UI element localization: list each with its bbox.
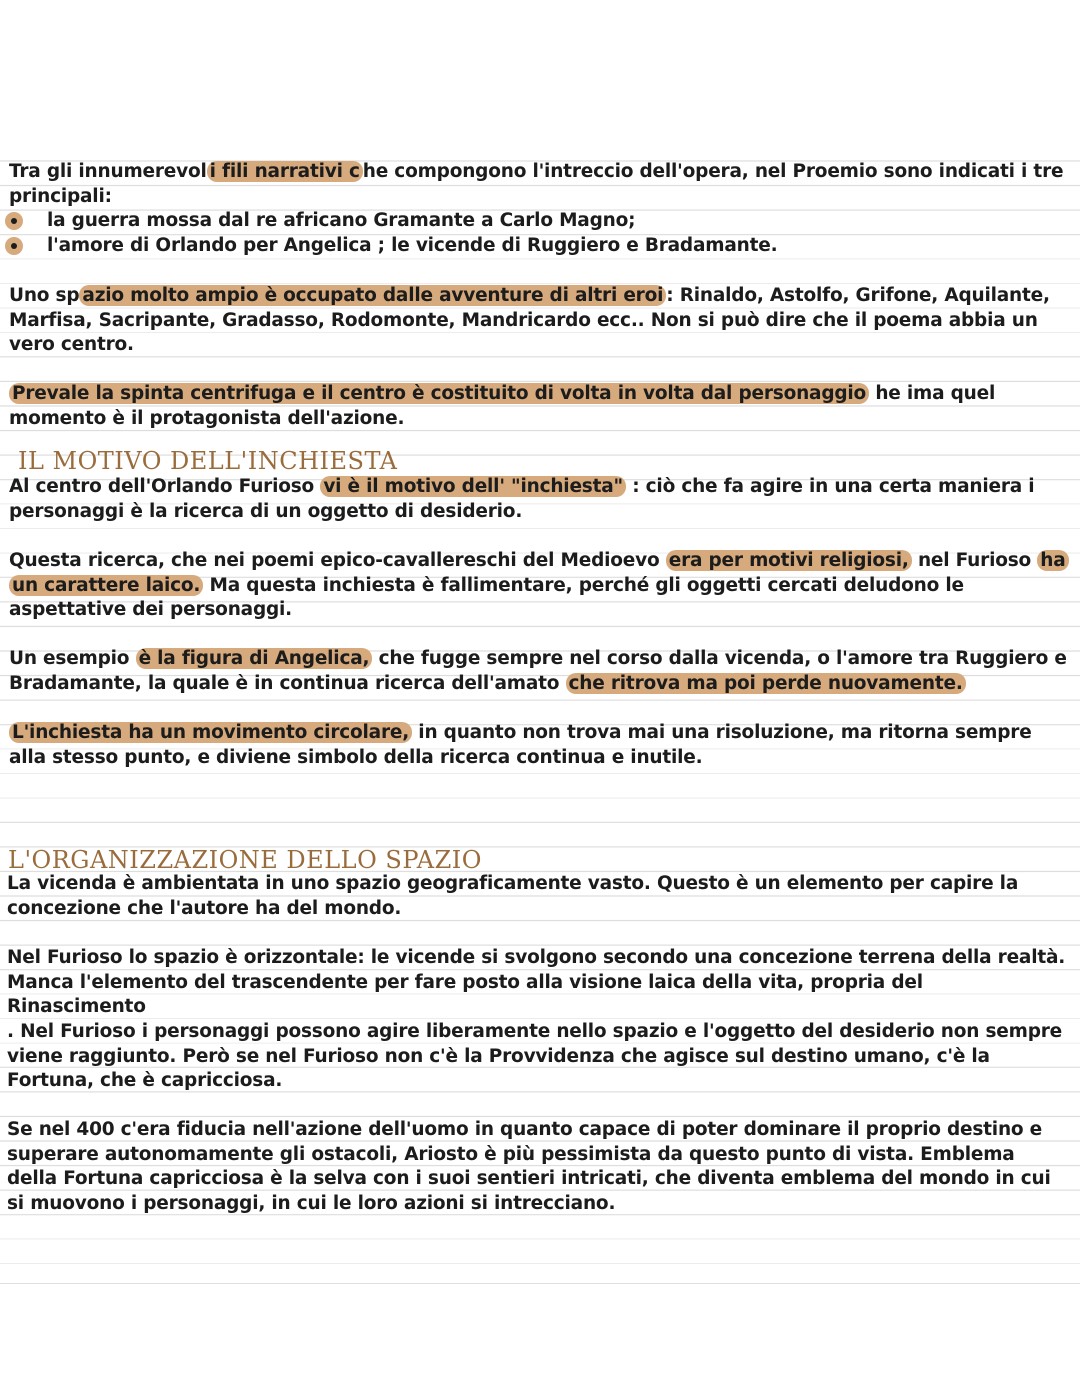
spazio-paragraph-1: La vicenda è ambientata in uno spazio geograficamente vasto. Questo è un elemento per capire la concezione che l'autore ha del mondo. (7, 873, 1019, 919)
highlight: ha un carattere laico. (9, 550, 1069, 596)
inchiesta-paragraph-4: L'inchiesta ha un movimento circolare, in quanto non trova mai una risoluzione, ma ritorna sempre alla stesso punto, e diviene simbolo della ricerca continua e inutile. (9, 722, 1032, 768)
intro-paragraph-2: Uno sp azio molto ampio è occupato dalle avventure di altri eroi : Rinaldo, Astolfo, Grifone, Aquilante, Marfisa, Sacripante, Gradasso, Rodomonte, Mandricardo ecc.. Non si può dire che il poema abbia un vero centro. (9, 285, 1050, 355)
section-heading-inchiesta: IL MOTIVO DELL'INCHIESTA (18, 447, 398, 475)
main-threads-list (9, 209, 1069, 258)
highlight: era per motivi religiosi, (666, 550, 912, 571)
highlight: azio molto ampio è occupato dalle avventure di altri eroi (79, 285, 666, 306)
list-item: l'amore di Orlando per Angelica ; le vicende di Ruggiero e Bradamante. (9, 234, 1069, 259)
inchiesta-paragraph-1: Al centro dell'Orlando Furioso vi è il motivo dell' "inchiesta" : ciò che fa agire in una certa maniera i personaggi è la ricerca di un oggetto di desiderio. (9, 476, 1035, 522)
highlight: che ritrova ma poi perde nuovamente. (566, 673, 966, 694)
intro-paragraph-1: Tra gli innumerevol i fili narrativi c he compongono l'intreccio dell'opera, nel Proemio sono indicati i tre principali: la guerra mossa dal re africano Gramante a Carlo Magno; l'amore di Orlando per Angelica ; le vicende di Ruggiero e Bradamante. (9, 160, 1069, 258)
bullet-icon (5, 212, 23, 230)
list-item: la guerra mossa dal re africano Gramante a Carlo Magno; (9, 209, 1069, 234)
inchiesta-paragraph-2: Questa ricerca, che nei poemi epico-cavallereschi del Medioevo era per motivi religiosi, nel Furioso ha un carattere laico. Ma questa inchiesta è fallimentare, perché gli oggetti cercati deludono le aspettative dei personaggi. (9, 549, 1069, 623)
inchiesta-paragraph-3: Un esempio è la figura di Angelica, che fugge sempre nel corso dalla vicenda, o l'amore tra Ruggiero e Bradamante, la quale è in continua ricerca dell'amato che ritrova ma poi perde nuovamente. (9, 648, 1067, 694)
ruled-line (0, 1283, 1080, 1284)
highlight: Prevale la spinta centrifuga e il centro è costituito di volta in volta dal personaggio (9, 383, 869, 404)
section-heading-spazio: L'ORGANIZZAZIONE DELLO SPAZIO (8, 846, 482, 874)
spazio-paragraph-4: Se nel 400 c'era fiducia nell'azione dell'uomo in quanto capace di poter dominare il proprio destino e superare autonomamente gli ostacoli, Ariosto è più pessimista da questo punto di vista. Emblema della Fortuna capricciosa è la selva con i suoi sentieri intricati, che diventa emblema del mondo in cui si muovono i personaggi, in cui le loro azioni si intrecciano. (7, 1119, 1051, 1214)
bullet-icon (5, 237, 23, 255)
spazio-paragraph-2: Nel Furioso lo spazio è orizzontale: le vicende si svolgono secondo una concezione terrena della realtà. Manca l'elemento del trascendente per fare posto alla visione laica della vita, propria del Rinascimento (7, 947, 1066, 1017)
spazio-paragraph-3: . Nel Furioso i personaggi possono agire liberamente nello spazio e l'oggetto del desiderio non sempre viene raggiunto. Però se nel Furioso non c'è la Provvidenza che agisce sul destino umano, c'è la Fortuna, che è capricciosa. (7, 1021, 1063, 1091)
highlight: vi è il motivo dell' "inchiesta" (320, 476, 626, 497)
highlight: è la figura di Angelica, (136, 648, 373, 669)
top-margin (0, 0, 1080, 137)
intro-paragraph-3: Prevale la spinta centrifuga e il centro è costituito di volta in volta dal personaggio he ima quel momento è il protagonista dell'azione. (9, 383, 996, 429)
bottom-margin (0, 1283, 1080, 1394)
highlight: i fili narrativi c (207, 161, 363, 182)
highlight: L'inchiesta ha un movimento circolare, (9, 722, 412, 743)
